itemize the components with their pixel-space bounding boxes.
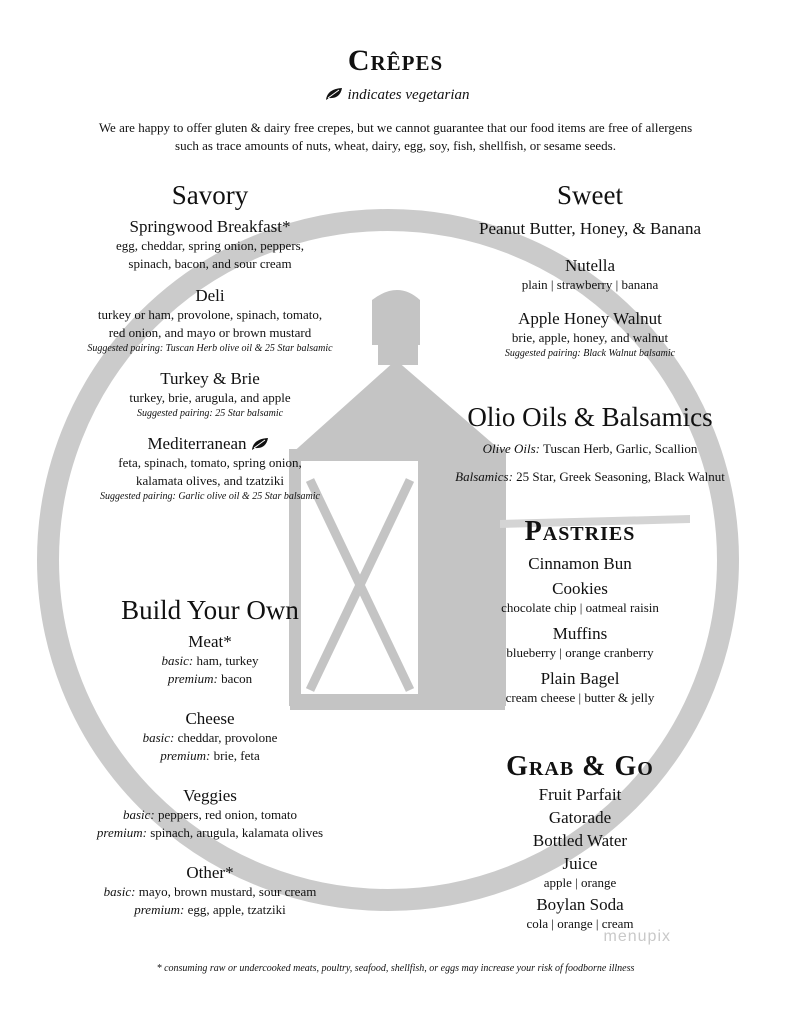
menu-item	[40, 216, 380, 273]
sweet-section	[420, 180, 760, 361]
basic-options: peppers, red onion, tomato	[158, 807, 298, 822]
basic-label: basic:	[142, 730, 175, 745]
group-basic	[40, 652, 380, 670]
item-name: Cinnamon Bun	[528, 554, 632, 573]
balsamics-list: 25 Star, Greek Seasoning, Black Walnut	[516, 469, 725, 484]
premium-options: egg, apple, tzatziki	[187, 902, 286, 917]
olive-list: Tuscan Herb, Garlic, Scallion	[543, 441, 698, 456]
vegetarian-note-text: indicates vegetarian	[347, 87, 470, 103]
group-name: Veggies	[183, 786, 237, 805]
basic-label: basic:	[103, 884, 136, 899]
item-desc: apple | orange	[543, 875, 617, 890]
item-desc: red onion, and mayo or brown mustard	[108, 325, 312, 340]
allergen-line-2: such as trace amounts of nuts, wheat, dairy, egg, soy, fish, shellfish, or sesame seeds.	[175, 138, 616, 153]
menu-item	[40, 368, 380, 421]
item-pairing: Suggested pairing: Tuscan Herb olive oil & 25 Star balsamic	[87, 343, 333, 354]
oils-heading: Olio Oils & Balsamics	[467, 402, 713, 432]
group-name: Meat*	[188, 632, 232, 651]
allergen-notice	[30, 119, 761, 155]
basic-options: mayo, brown mustard, sour cream	[138, 884, 317, 899]
build-your-own-section	[40, 595, 380, 919]
build-group	[40, 862, 380, 919]
oils-section	[420, 402, 760, 486]
item-name-row	[40, 433, 380, 454]
build-group	[40, 631, 380, 688]
item-name: Bottled Water	[532, 831, 628, 850]
item-desc: chocolate chip | oatmeal raisin	[501, 600, 659, 615]
menu-item	[420, 218, 760, 239]
item-name: Deli	[195, 286, 225, 305]
basic-options: cheddar, provolone	[177, 730, 278, 745]
item-desc: cream cheese | butter & jelly	[505, 690, 655, 705]
group-name: Cheese	[185, 709, 235, 728]
menupix-watermark: menupix	[603, 928, 671, 945]
menu-item	[40, 433, 380, 504]
leaf-icon	[325, 87, 343, 101]
group-premium	[40, 670, 380, 688]
item-name: Plain Bagel	[540, 669, 620, 688]
menu-item	[410, 668, 750, 707]
item-desc: egg, cheddar, spring onion, peppers,	[116, 238, 304, 253]
item-name: Peanut Butter, Honey, & Banana	[479, 219, 701, 238]
item-desc: turkey or ham, provolone, spinach, tomato,	[97, 307, 323, 322]
item-desc: turkey, brie, arugula, and apple	[129, 390, 291, 405]
group-premium	[40, 747, 380, 765]
basic-label: basic:	[161, 653, 194, 668]
item-desc: plain | strawberry | banana	[521, 277, 659, 292]
olive-oils-line	[420, 440, 760, 458]
premium-options: brie, feta	[213, 748, 260, 763]
premium-label: premium:	[134, 902, 185, 917]
item-name: Boylan Soda	[536, 895, 624, 914]
menu-item	[420, 308, 760, 361]
premium-label: premium:	[167, 671, 218, 686]
build-heading: Build Your Own	[121, 595, 299, 625]
basic-options: ham, turkey	[196, 653, 259, 668]
premium-label: premium:	[160, 748, 211, 763]
item-desc: blueberry | orange cranberry	[506, 645, 654, 660]
sweet-heading: Sweet	[557, 180, 623, 210]
build-group	[40, 708, 380, 765]
olive-label: Olive Oils:	[482, 441, 540, 456]
group-basic	[40, 729, 380, 747]
group-basic	[40, 883, 380, 901]
item-name: Mediterranean	[147, 434, 247, 453]
item-name: Cookies	[552, 579, 608, 598]
item-pairing: Suggested pairing: Black Walnut balsamic	[504, 348, 676, 359]
grab-and-go-section	[410, 752, 750, 933]
item-name: Nutella	[564, 256, 616, 275]
item-name: Springwood Breakfast*	[129, 217, 291, 236]
item-name: Turkey & Brie	[160, 369, 260, 388]
group-premium	[40, 901, 380, 919]
item-desc: feta, spinach, tomato, spring onion,	[118, 455, 302, 470]
item-name: Gatorade	[548, 808, 612, 827]
menu-item	[40, 285, 380, 356]
pastries-heading: Pastries	[524, 516, 636, 547]
page-title: Crêpes	[347, 44, 444, 77]
savory-section	[40, 180, 380, 504]
item-name: Muffins	[552, 624, 608, 643]
vegetarian-note	[0, 87, 791, 104]
item-desc: cola | orange | cream	[526, 916, 634, 931]
menu-item	[410, 623, 750, 662]
leaf-icon	[251, 437, 269, 451]
item-desc: spinach, bacon, and sour cream	[128, 256, 292, 271]
item-desc: kalamata olives, and tzatziki	[136, 473, 284, 488]
item-name: Juice	[562, 854, 598, 873]
menu-item	[420, 255, 760, 294]
item-name: Fruit Parfait	[538, 785, 622, 804]
group-name: Other*	[186, 863, 234, 882]
footer-disclaimer: * consuming raw or undercooked meats, poultry, seafood, shellfish, or eggs may increase your risk of foodborne illness	[156, 963, 635, 974]
item-pairing: Suggested pairing: 25 Star balsamic	[136, 408, 284, 419]
item-desc: brie, apple, honey, and walnut	[511, 330, 669, 345]
build-group	[40, 785, 380, 842]
grab-heading: Grab & Go	[506, 751, 654, 782]
group-premium	[40, 824, 380, 842]
balsamics-label: Balsamics:	[455, 469, 513, 484]
basic-label: basic:	[122, 807, 155, 822]
savory-heading: Savory	[171, 180, 249, 210]
item-name: Apple Honey Walnut	[518, 309, 662, 328]
menu-item	[410, 578, 750, 617]
item-pairing: Suggested pairing: Garlic olive oil & 25 Star balsamic	[100, 491, 320, 502]
premium-label: premium:	[96, 825, 147, 840]
menu-item	[410, 553, 750, 574]
premium-options: spinach, arugula, kalamata olives	[150, 825, 324, 840]
group-basic	[40, 806, 380, 824]
premium-options: bacon	[221, 671, 253, 686]
balsamics-line	[420, 468, 760, 486]
allergen-line-1: We are happy to offer gluten & dairy free crepes, but we cannot guarantee that our food items are free of allergens	[98, 120, 693, 135]
pastries-section	[410, 517, 750, 707]
